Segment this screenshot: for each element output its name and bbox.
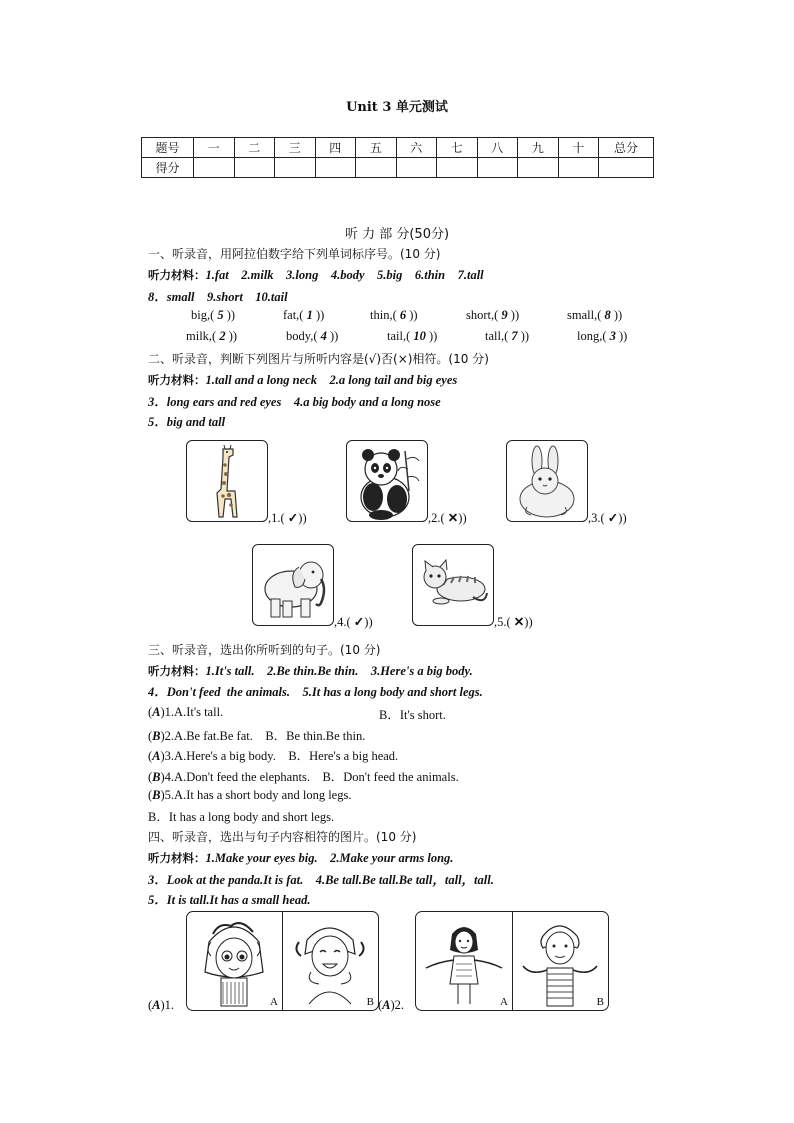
answer-suffix: )) [298, 511, 307, 525]
picture-choice-2-panel [415, 911, 609, 1011]
bracket-close: )) [315, 308, 325, 322]
answer-suffix: )) [524, 615, 533, 629]
material-text: 1.tall and a long neck 2.a long tail and big eyes [205, 373, 458, 387]
section3-material-line1 [148, 663, 473, 679]
judge-answer-5 [494, 614, 533, 630]
choice-item-3: (A)3.A.Here's a big body. B．Here's a big head. [148, 749, 399, 763]
choice-number: )2. [390, 998, 405, 1012]
option-b-label: B [596, 996, 604, 1008]
material-text: 1.Make your eyes big. 2.Make your arms long. [205, 851, 454, 865]
score-table [141, 137, 654, 178]
score-cell[interactable] [194, 158, 235, 178]
score-row-label: 得分 [142, 158, 194, 178]
section4-material-line1 [148, 850, 453, 866]
choice-item-5-option-b: B．It has a long body and short legs. [148, 810, 335, 824]
answer-prefix: ,5.( [494, 615, 511, 629]
score-table-score-row [142, 158, 654, 178]
section4-material-line2: 3．Look at the panda.It is fat. 4.Be tall.Be tall.Be tall，tall，tall. [148, 873, 494, 887]
answer-mark: ✕ [513, 615, 525, 629]
word-item [186, 329, 237, 344]
choice-number: )1. [160, 998, 175, 1012]
material-lead: 听力材料： [148, 851, 206, 865]
score-header-cell: 三 [275, 138, 316, 158]
answer-prefix: ,1.( [268, 511, 285, 525]
answer-mark: ✓ [353, 615, 365, 629]
choice-answer: A [152, 705, 161, 719]
score-table-header-row [142, 138, 654, 158]
answer-suffix: )) [364, 615, 373, 629]
score-header-cell: 题号 [142, 138, 194, 158]
material-lead: 听力材料： [148, 664, 206, 678]
score-cell[interactable] [477, 158, 518, 178]
choice-item-1-option-b: B．It's short. [379, 708, 446, 722]
score-cell[interactable] [396, 158, 437, 178]
score-header-cell: 四 [315, 138, 356, 158]
word-text: fat,( [283, 308, 304, 322]
choice-text: )4.A.Don't feed the elephants. B．Don't feed the animals. [160, 770, 459, 784]
word-item [191, 308, 235, 323]
answer-mark: ✓ [607, 511, 619, 525]
picture-choice-1-panel [186, 911, 379, 1011]
answer-mark: ✕ [447, 511, 459, 525]
answer-number: 10 [413, 329, 426, 343]
picture-choice-2: (A)2. [378, 998, 405, 1012]
option-b-label: B [366, 996, 374, 1008]
answer-number: 2 [219, 329, 226, 343]
bracket-close: )) [429, 329, 438, 343]
option-b-picture [513, 912, 608, 1010]
bracket-close: )) [228, 329, 238, 343]
word-text: small,( [567, 308, 602, 322]
answer-number: 4 [320, 329, 327, 343]
giraffe-picture [186, 440, 268, 522]
choice-answer: B [152, 788, 161, 802]
answer-number: 1 [306, 308, 313, 322]
answer-number: 8 [604, 308, 611, 322]
judge-answer-3 [588, 510, 627, 526]
choice-answer: B [152, 729, 161, 743]
judge-answer-2 [428, 510, 467, 526]
choice-item-4: (B)4.A.Don't feed the elephants. B．Don't feed the animals. [148, 770, 459, 784]
word-text: tall,( [485, 329, 509, 343]
bracket-close: )) [510, 308, 520, 322]
bracket-close: )) [329, 329, 339, 343]
bracket-close: )) [619, 329, 628, 343]
score-header-cell: 五 [356, 138, 397, 158]
word-item [567, 308, 622, 323]
girl-big-eyes-icon [187, 912, 282, 1010]
section2-material-line2: 3．long ears and red eyes 4.a big body and a long nose [148, 395, 441, 409]
section2-heading: 二、听录音，判断下列图片与所听内容是(√)否(×)相符。(10 分) [148, 352, 489, 366]
section1-material-line2: 8．small 9.short 10.tail [148, 290, 288, 304]
material-lead: 听力材料： [148, 373, 206, 387]
word-item [283, 308, 324, 323]
cat-picture [412, 544, 494, 626]
section4-heading: 四、听录音，选出与句子内容相符的图片。(10 分) [148, 830, 417, 844]
rabbit-picture [506, 440, 588, 522]
answer-prefix: ,2.( [428, 511, 445, 525]
answer-number: 9 [501, 308, 508, 322]
answer-number: 5 [217, 308, 224, 322]
score-cell[interactable] [518, 158, 559, 178]
score-header-cell: 八 [477, 138, 518, 158]
material-text: 1.fat 2.milk 3.long 4.body 5.big 6.thin 7.tall [205, 268, 484, 282]
word-text: body,( [286, 329, 318, 343]
option-a-label: A [500, 996, 508, 1008]
section4-material-line3: 5．It is tall.It has a small head. [148, 893, 311, 907]
score-header-cell: 总分 [599, 138, 654, 158]
word-item [387, 329, 437, 344]
answer-suffix: )) [458, 511, 467, 525]
panda-picture [346, 440, 428, 522]
word-item [577, 329, 627, 344]
boy-shrugging-icon [513, 912, 608, 1010]
score-header-cell: 一 [194, 138, 235, 158]
score-header-cell: 十 [558, 138, 599, 158]
listening-part-title: 听 力 部 分(50分) [344, 227, 450, 242]
choice-item-1: (A)1.A.It's tall. [148, 705, 224, 719]
answer-mark: ✓ [287, 511, 299, 525]
choice-item-2: (B)2.A.Be fat.Be fat. B．Be thin.Be thin. [148, 729, 366, 743]
word-text: long,( [577, 329, 607, 343]
score-header-cell: 二 [234, 138, 275, 158]
choice-text: )1.A.It's tall. [160, 705, 224, 719]
page-title: Unit 3 单元测试 [346, 100, 448, 115]
choice-text: )3.A.Here's a big body. B．Here's a big head. [160, 749, 399, 763]
answer-number: 6 [399, 308, 407, 322]
word-text: tail,( [387, 329, 411, 343]
section3-heading: 三、听录音，选出你所听到的句子。(10 分) [148, 643, 381, 657]
word-text: thin,( [370, 308, 397, 322]
score-cell[interactable] [356, 158, 397, 178]
choice-text: )2.A.Be fat.Be fat. B．Be thin.Be thin. [160, 729, 366, 743]
giraffe-icon [187, 441, 267, 521]
girl-long-arms-icon [416, 912, 512, 1010]
rabbit-icon [507, 441, 587, 521]
section1-material-line1 [148, 267, 484, 283]
word-text: big,( [191, 308, 215, 322]
score-cell[interactable] [315, 158, 356, 178]
option-b-picture [283, 912, 378, 1010]
judge-answer-4 [334, 614, 373, 630]
answer-number: 7 [511, 329, 518, 343]
answer-suffix: )) [618, 511, 627, 525]
word-item [286, 329, 338, 344]
score-header-cell: 六 [396, 138, 437, 158]
panda-icon [347, 441, 427, 521]
answer-prefix: ,4.( [334, 615, 351, 629]
section2-material-line1 [148, 372, 457, 388]
answer-number: 3 [609, 329, 616, 343]
word-item [485, 329, 529, 344]
bracket-close: )) [409, 308, 418, 322]
answer-prefix: ,3.( [588, 511, 605, 525]
judge-answer-1 [268, 510, 307, 526]
choice-answer: B [152, 770, 161, 784]
bracket-close: )) [520, 329, 530, 343]
word-text: short,( [466, 308, 499, 322]
score-cell[interactable] [275, 158, 316, 178]
score-header-cell: 九 [518, 138, 559, 158]
section1-heading: 一、听录音，用阿拉伯数字给下列单词标序号。(10 分) [148, 247, 441, 261]
choice-text: )5.A.It has a short body and long legs. [160, 788, 352, 802]
score-cell[interactable] [437, 158, 478, 178]
word-item [370, 308, 418, 323]
word-item [466, 308, 519, 323]
choice-answer: A [382, 998, 391, 1012]
score-cell[interactable] [558, 158, 599, 178]
elephant-picture [252, 544, 334, 626]
cat-icon [413, 545, 493, 625]
material-lead: 听力材料： [148, 268, 206, 282]
score-header-cell: 七 [437, 138, 478, 158]
option-a-label: A [270, 996, 278, 1008]
word-text: milk,( [186, 329, 217, 343]
girl-smiling-icon [283, 912, 378, 1010]
score-cell[interactable] [599, 158, 654, 178]
picture-choice-1: (A)1. [148, 998, 175, 1012]
option-a-picture [416, 912, 513, 1010]
section2-material-line3: 5．big and tall [148, 415, 226, 429]
score-cell[interactable] [234, 158, 275, 178]
section3-material-line2: 4．Don't feed the animals. 5.It has a long body and short legs. [148, 685, 483, 699]
choice-answer: A [152, 749, 161, 763]
choice-answer: A [152, 998, 161, 1012]
option-a-picture [187, 912, 283, 1010]
bracket-close: )) [226, 308, 236, 322]
elephant-icon [253, 545, 333, 625]
material-text: 1.It's tall. 2.Be thin.Be thin. 3.Here's a big body. [205, 664, 473, 678]
choice-item-5: (B)5.A.It has a short body and long legs. [148, 788, 352, 802]
bracket-close: )) [613, 308, 623, 322]
